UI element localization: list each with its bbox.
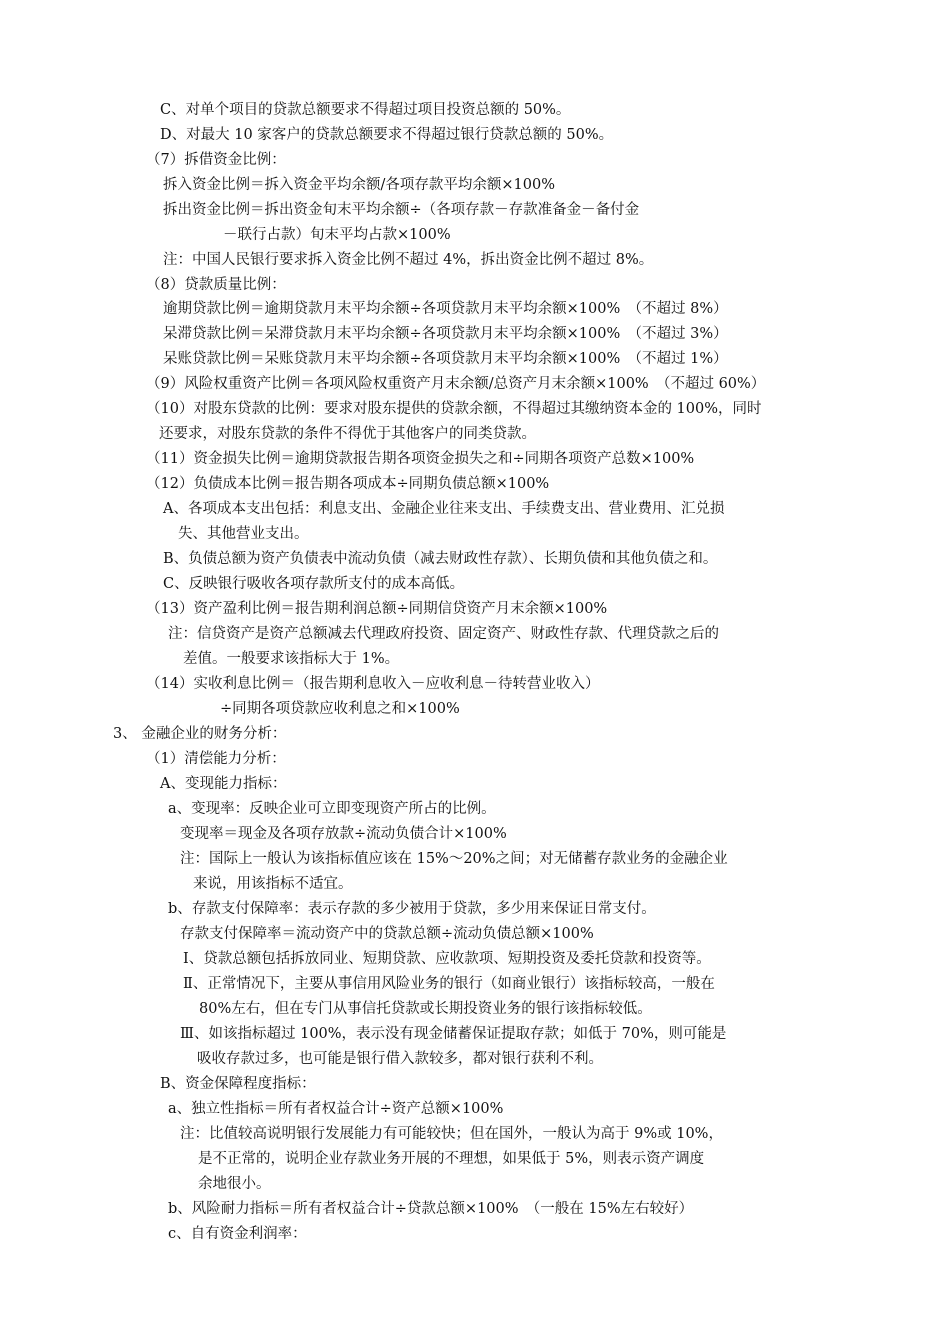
text-line: 吸收存款过多，也可能是银行借入款较多，都对银行获利不利。 [197,1051,603,1067]
text-line: 存款支付保障率＝流动资产中的贷款总额÷流动负债总额×100% [180,926,594,942]
text-line: 注：中国人民银行要求拆入资金比例不超过 4%，拆出资金比例不超过 8%。 [163,252,654,268]
text-line: c、自有资金利润率： [168,1226,307,1242]
text-line: 是不正常的，说明企业存款业务开展的不理想，如果低于 5%，则表示资产调度 [198,1151,705,1167]
text-line: 余地很小。 [198,1176,271,1192]
text-line: （14）实收利息比例＝（报告期利息收入－应收利息－待转营业收入） [146,676,600,692]
text-line: B、资金保障程度指标： [160,1076,316,1092]
text-line: C、反映银行吸收各项存款所支付的成本高低。 [163,576,465,592]
text-line: （1）清偿能力分析： [146,751,286,767]
text-line: －联行占款）旬末平均占款×100% [223,227,451,243]
text-line: 注：国际上一般认为该指标值应该在 15%～20%之间；对无储蓄存款业务的金融企业 [180,851,728,867]
text-line: 差值。一般要求该指标大于 1%。 [183,651,400,667]
text-line: 80%左右，但在专门从事信托贷款或长期投资业务的银行该指标较低。 [199,1001,652,1017]
text-line: A、变现能力指标： [160,776,287,792]
text-line: C、对单个项目的贷款总额要求不得超过项目投资总额的 50%。 [160,102,571,118]
text-line: （13）资产盈利比例＝报告期利润总额÷同期信贷资产月末余额×100% [146,601,608,617]
text-line: （7）拆借资金比例： [146,152,286,168]
section-heading: 3、 金融企业的财务分析： [113,726,287,742]
text-line: 来说，用该指标不适宜。 [193,876,353,892]
text-line: a、变现率：反映企业可立即变现资产所占的比例。 [168,801,496,817]
text-line: A、各项成本支出包括：利息支出、金融企业往来支出、手续费支出、营业费用、汇兑损 [163,501,725,517]
text-line: 注：比值较高说明银行发展能力有可能较快；但在国外，一般认为高于 9%或 10%， [180,1126,723,1142]
text-line: 失、其他营业支出。 [178,526,309,542]
text-line: 呆滞贷款比例＝呆滞贷款月末平均余额÷各项贷款月末平均余额×100% （不超过 3%） [163,326,728,342]
text-line: Ⅱ、正常情况下，主要从事信用风险业务的银行（如商业银行）该指标较高，一般在 [183,976,715,992]
text-line: （12）负债成本比例＝报告期各项成本÷同期负债总额×100% [146,476,550,492]
text-line: 注：信贷资产是资产总额减去代理政府投资、固定资产、财政性存款、代理贷款之后的 [168,626,719,642]
text-line: 变现率＝现金及各项存放款÷流动负债合计×100% [180,826,507,842]
text-line: 拆出资金比例＝拆出资金旬末平均余额÷（各项存款－存款准备金－备付金 [163,202,640,218]
text-line: Ⅲ、如该指标超过 100%，表示没有现金储蓄保证提取存款；如低于 70%，则可能是 [180,1026,727,1042]
text-line: 拆入资金比例＝拆入资金平均余额/各项存款平均余额×100% [163,177,555,193]
text-line: a、独立性指标＝所有者权益合计÷资产总额×100% [168,1101,504,1117]
text-line: 呆账贷款比例＝呆账贷款月末平均余额÷各项贷款月末平均余额×100% （不超过 1%） [163,351,728,367]
text-line: （11）资金损失比例＝逾期贷款报告期各项资金损失之和÷同期各项资产总数×100% [146,451,695,467]
text-line: b、风险耐力指标＝所有者权益合计÷贷款总额×100% （一般在 15%左右较好） [168,1201,694,1217]
text-line: 还要求，对股东贷款的条件不得优于其他客户的同类贷款。 [159,426,536,442]
text-line: b、存款支付保障率：表示存款的多少被用于贷款，多少用来保证日常支付。 [168,901,656,917]
text-line: （10）对股东贷款的比例：要求对股东提供的贷款余额，不得超过其缴纳资本金的 100%，同时 [146,401,762,417]
text-line: 逾期贷款比例＝逾期贷款月末平均余额÷各项贷款月末平均余额×100% （不超过 8%） [163,301,728,317]
text-line: B、负债总额为资产负债表中流动负债（减去财政性存款）、长期负债和其他负债之和。 [163,551,718,567]
text-line: （8）贷款质量比例： [146,277,286,293]
text-line: （9）风险权重资产比例＝各项风险权重资产月末余额/总资产月末余额×100% （不超过 60%） [146,376,766,392]
text-line: ÷同期各项贷款应收利息之和×100% [220,701,460,717]
text-line: Ⅰ、贷款总额包括拆放同业、短期贷款、应收款项、短期投资及委托贷款和投资等。 [183,951,711,967]
text-line: D、对最大 10 家客户的贷款总额要求不得超过银行贷款总额的 50%。 [160,127,614,143]
